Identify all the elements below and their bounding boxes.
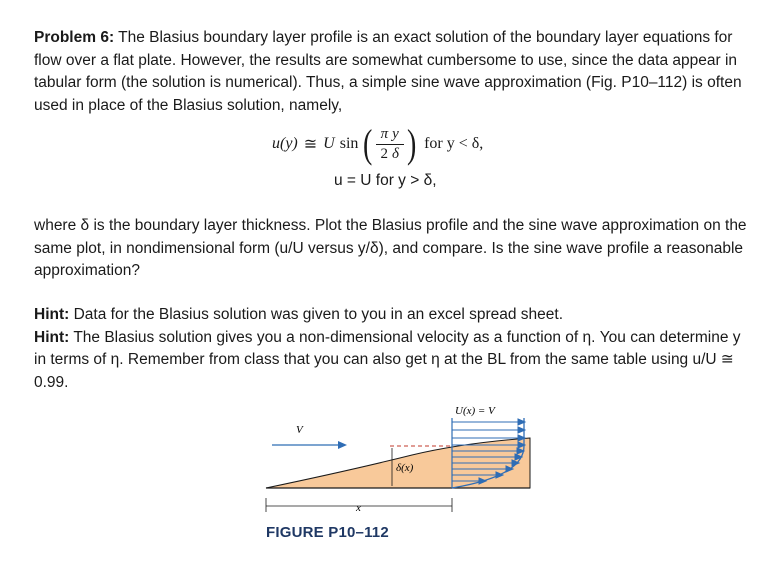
- hints: [34, 304, 754, 394]
- freestream-arrowhead: [338, 441, 347, 449]
- eq-condition: for y < δ,: [424, 135, 484, 152]
- figure-caption: FIGURE P10–112: [266, 524, 389, 541]
- hint-1: [34, 304, 754, 327]
- where-paragraph: where δ is the boundary layer thickness. Plot the Blasius profile and the sine wave approximation on the same plot, in nondimensional form (u/U versus y/δ), and compare. Is the sine wave profile a reasonable approximation?: [34, 217, 747, 279]
- problem-heading: Problem 6:: [34, 29, 115, 46]
- eq-sin: sin: [339, 135, 359, 152]
- label-Ux: U(x) = V: [455, 405, 495, 417]
- hint-2-text: The Blasius solution gives you a non-dimensional velocity as a function of η. You can determine y in terms of η. Remember from class that you can also get η at the BL from the same table using u/U ≅ 0.99.: [34, 328, 741, 391]
- label-x: x: [356, 502, 361, 514]
- outer-condition: u = U for y > δ,: [334, 172, 437, 189]
- eq-two: 2: [380, 145, 388, 162]
- problem-intro: The Blasius boundary layer profile is an exact solution of the boundary layer equations for flow over a flat plate. However, the results are somewhat cumbersome to use, since the data appear in tabular form (the solution is numerical). Thus, a simple sine wave approximation (Fig. P10–112) is often used in place of the Blasius solution, namely,: [34, 29, 742, 114]
- hint-1-label: Hint:: [34, 306, 70, 323]
- eq-fraction: [376, 126, 404, 163]
- boundary-layer-figure: [262, 400, 542, 522]
- problem-statement: [34, 27, 754, 117]
- eq-right-paren: ): [406, 121, 417, 166]
- hint-2: [34, 327, 754, 395]
- hint-1-text: Data for the Blasius solution was given to you in an excel spread sheet.: [69, 306, 563, 323]
- eq-left-paren: (: [363, 121, 373, 166]
- eq-pi: π: [380, 125, 389, 142]
- eq-delta: δ: [391, 145, 399, 162]
- eq-lhs: u(y): [272, 135, 298, 152]
- eq-y: y: [392, 125, 399, 142]
- label-V: V: [296, 424, 303, 436]
- label-delta: δ(x): [396, 462, 414, 474]
- hint-2-label: Hint:: [34, 328, 70, 346]
- sine-approximation-equation: [272, 120, 483, 168]
- eq-approx: ≅: [303, 136, 318, 153]
- eq-U: U: [323, 135, 335, 152]
